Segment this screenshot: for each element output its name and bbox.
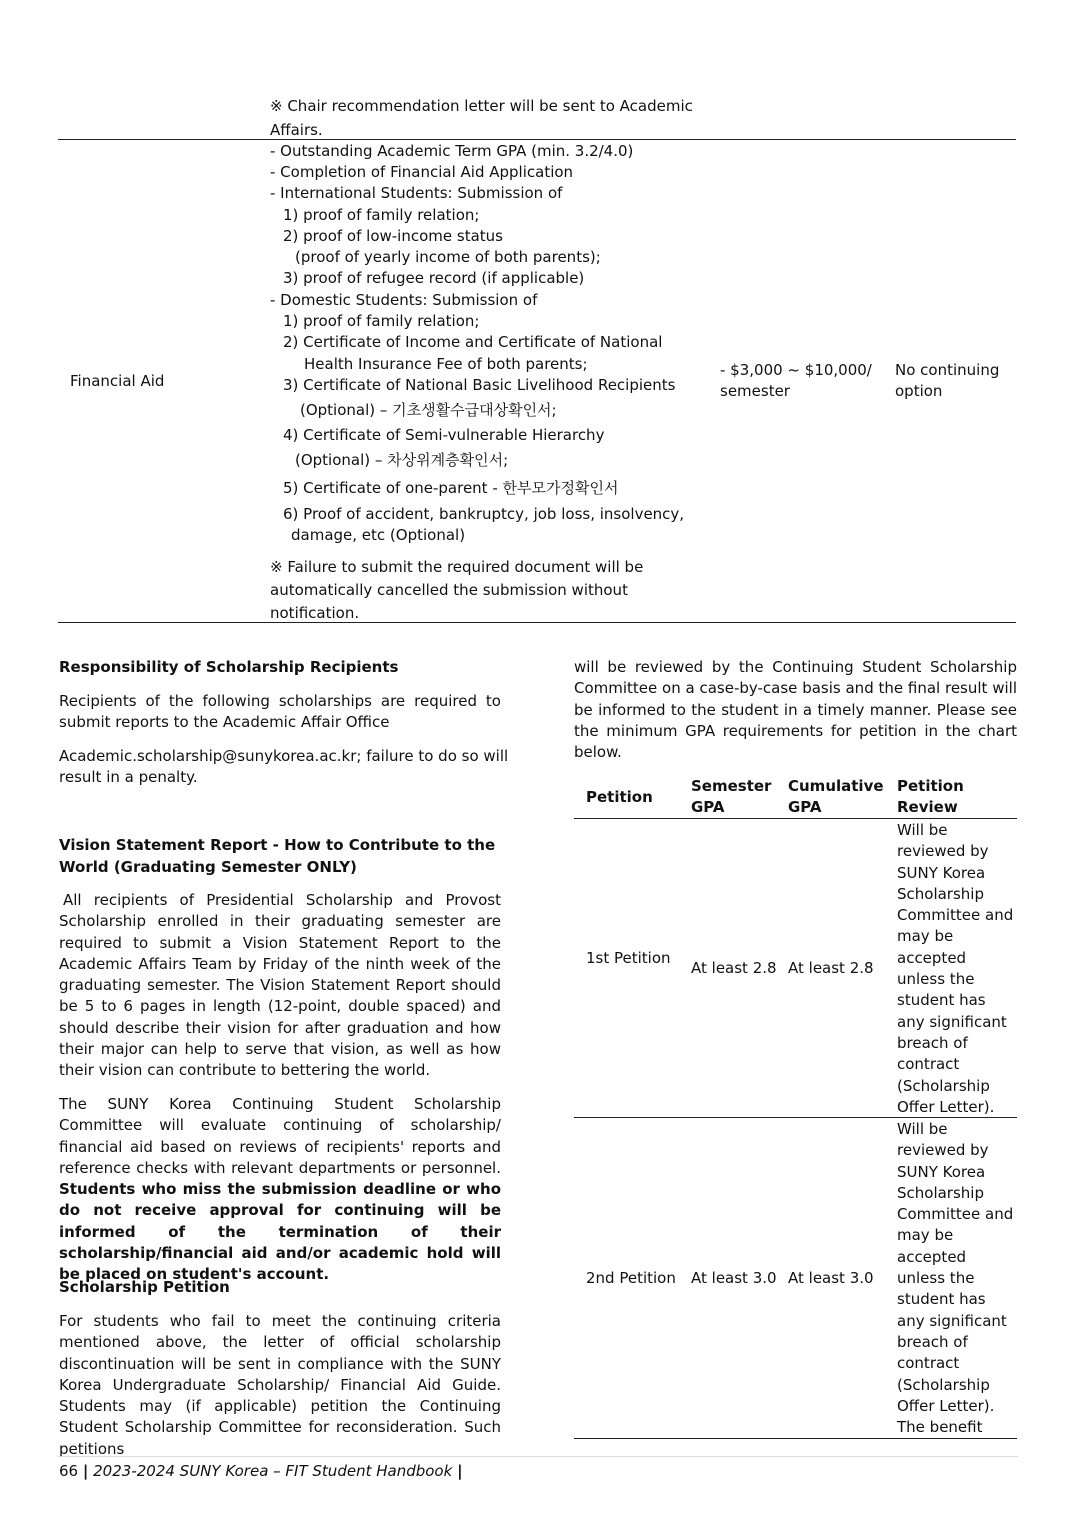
criteria-line: 6) Proof of accident, bankruptcy, job loss, insolvency, bbox=[283, 505, 685, 523]
review-line: breach of bbox=[897, 1033, 968, 1052]
review-line: contract bbox=[897, 1354, 960, 1373]
footer-title: 2023-2024 SUNY Korea – FIT Student Handbook bbox=[93, 1462, 453, 1480]
row2-review bbox=[897, 1119, 1022, 1438]
criteria-line: 2) Certificate of Income and Certificate of National bbox=[283, 333, 663, 351]
criteria-line: 3) proof of refugee record (if applicable) bbox=[283, 269, 585, 287]
row1-petition: 1st Petition bbox=[586, 949, 671, 967]
amount-cell: - $3,000 ~ $10,000/ semester bbox=[720, 361, 872, 401]
review-line: may be bbox=[897, 927, 954, 946]
criteria-line: 2) proof of low-income status bbox=[283, 227, 503, 245]
review-line: The benefit bbox=[897, 1418, 983, 1437]
row2-petition: 2nd Petition bbox=[586, 1269, 676, 1287]
review-line: Will be bbox=[897, 821, 948, 839]
criteria-line: (Optional) – 차상위계층확인서; bbox=[295, 451, 509, 469]
criteria-line: - Outstanding Academic Term GPA (min. 3.2/4.0) bbox=[270, 142, 634, 160]
responsibility-text: Recipients of the following scholarships are required to submit reports to the Academic Affair Office bbox=[59, 692, 501, 732]
review-line: accepted bbox=[897, 1247, 967, 1266]
criteria-line: damage, etc (Optional) bbox=[291, 526, 466, 544]
criteria-line: - Domestic Students: Submission of bbox=[270, 291, 538, 309]
footer bbox=[59, 1461, 463, 1482]
header-cumulative-gpa: Cumulative GPA bbox=[788, 777, 884, 817]
criteria-line: 3) Certificate of National Basic Livelihood Recipients bbox=[283, 376, 676, 394]
review-line: reviewed by bbox=[897, 1141, 989, 1160]
criteria-line: Health Insurance Fee of both parents; bbox=[304, 355, 588, 373]
review-line: SUNY Korea bbox=[897, 863, 986, 882]
criteria-line: 4) Certificate of Semi-vulnerable Hierarchy bbox=[283, 426, 605, 444]
footer-separator-end: | bbox=[457, 1462, 463, 1480]
petition-table-header-rule bbox=[574, 818, 1017, 819]
row-name-financial-aid: Financial Aid bbox=[70, 372, 165, 390]
criteria-line: - Completion of Financial Aid Application bbox=[270, 163, 574, 181]
criteria-line: 1) proof of family relation; bbox=[283, 206, 480, 224]
petition-table-bottom-rule bbox=[574, 1438, 1017, 1439]
review-line: any significant bbox=[897, 1311, 1007, 1330]
criteria-line: (proof of yearly income of both parents); bbox=[295, 248, 601, 266]
petition-heading: Scholarship Petition bbox=[59, 1278, 230, 1296]
committee-text bbox=[59, 1094, 501, 1286]
committee-text-bold: Students who miss the submission deadline or who do not receive approval for continuing will be informed of the termination of their scholarship/financial aid and/or academic hold will be placed on student's account. bbox=[59, 1180, 501, 1284]
row1-semester-gpa: At least 2.8 bbox=[691, 959, 777, 977]
review-line: Will be bbox=[897, 1120, 948, 1138]
review-line: Offer Letter). bbox=[897, 1097, 995, 1116]
footer-rule bbox=[58, 1456, 1018, 1457]
review-line: reviewed by bbox=[897, 842, 989, 861]
criteria-line: 1) proof of family relation; bbox=[283, 312, 480, 330]
review-line: unless the bbox=[897, 970, 975, 989]
review-line: Offer Letter). bbox=[897, 1396, 995, 1415]
chair-note: ※ Chair recommendation letter will be sent to Academic Affairs. bbox=[270, 97, 693, 139]
table-divider-top bbox=[58, 139, 1016, 140]
criteria-line: 5) Certificate of one-parent - 한부모가정확인서 bbox=[283, 479, 619, 497]
review-line: Committee and bbox=[897, 1205, 1014, 1224]
review-line: student has bbox=[897, 1290, 986, 1309]
review-line: any significant bbox=[897, 1012, 1007, 1031]
vision-text: All recipients of Presidential Scholarship and Provost Scholarship enrolled in their graduating semester are required to submit a Vision Statement Report to the Academic Affairs Team by Friday of the ninth week of the graduating semester. The Vision Statement Report should be 5 to 6 pages in length (12-point, double spaced) and should describe their vision for after graduation and how their major can help to serve that vision, as well as how their vision can contribute to bettering the world. bbox=[59, 891, 501, 1080]
review-line: Scholarship bbox=[897, 1183, 984, 1202]
footer-separator: | bbox=[82, 1462, 89, 1480]
review-line: (Scholarship bbox=[897, 1375, 990, 1394]
header-petition: Petition bbox=[586, 788, 653, 806]
page-number: 66 bbox=[59, 1462, 79, 1480]
continuing-cell: No continuing option bbox=[895, 361, 1000, 401]
review-line: contract bbox=[897, 1055, 960, 1074]
review-line: (Scholarship bbox=[897, 1076, 990, 1095]
row2-semester-gpa: At least 3.0 bbox=[691, 1269, 777, 1287]
review-line: may be bbox=[897, 1226, 954, 1245]
petition-text: For students who fail to meet the continuing criteria mentioned above, the letter of official scholarship discontinuation will be sent in compliance with the SUNY Korea Undergraduate Scholarship/ Financial Aid Guide. Students may (if applicable) petition the Continuing Student Scholarship Committee for reconsideration. Such petitions bbox=[59, 1312, 501, 1458]
row2-cumulative-gpa: At least 3.0 bbox=[788, 1269, 874, 1287]
review-line: accepted bbox=[897, 948, 967, 967]
row1-review bbox=[897, 820, 1022, 1118]
responsibility-heading: Responsibility of Scholarship Recipients bbox=[59, 658, 399, 676]
continued-text: will be reviewed by the Continuing Student Scholarship Committee on a case-by-case basis and the final result will be informed to the student in a timely manner. Please see the minimum GPA requirements for petition in the chart below. bbox=[574, 658, 1017, 762]
row1-cumulative-gpa: At least 2.8 bbox=[788, 959, 874, 977]
review-line: unless the bbox=[897, 1269, 975, 1288]
review-line: Committee and bbox=[897, 906, 1014, 925]
review-line: Scholarship bbox=[897, 884, 984, 903]
review-line: SUNY Korea bbox=[897, 1162, 986, 1181]
review-line: breach of bbox=[897, 1332, 968, 1351]
failure-note: ※ Failure to submit the required document will be automatically cancelled the submission without notification. bbox=[270, 558, 644, 622]
vision-heading: Vision Statement Report - How to Contribute to the World (Graduating Semester ONLY) bbox=[59, 836, 496, 876]
petition-table-row-rule bbox=[574, 1117, 1017, 1118]
criteria-line: (Optional) – 기초생활수급대상확인서; bbox=[300, 401, 557, 419]
committee-text-regular: The SUNY Korea Continuing Student Scholarship Committee will evaluate continuing of scholarship/ financial aid based on reviews of recipients' reports and reference checks with relevant departments or personnel. bbox=[59, 1095, 501, 1177]
table-divider-bottom bbox=[58, 622, 1016, 623]
criteria-line: - International Students: Submission of bbox=[270, 184, 563, 202]
review-line: student has bbox=[897, 991, 986, 1010]
header-semester-gpa: Semester GPA bbox=[691, 777, 772, 817]
responsibility-email-text: Academic.scholarship@sunykorea.ac.kr; failure to do so will result in a penalty. bbox=[59, 747, 509, 787]
header-petition-review: Petition Review bbox=[897, 777, 964, 817]
